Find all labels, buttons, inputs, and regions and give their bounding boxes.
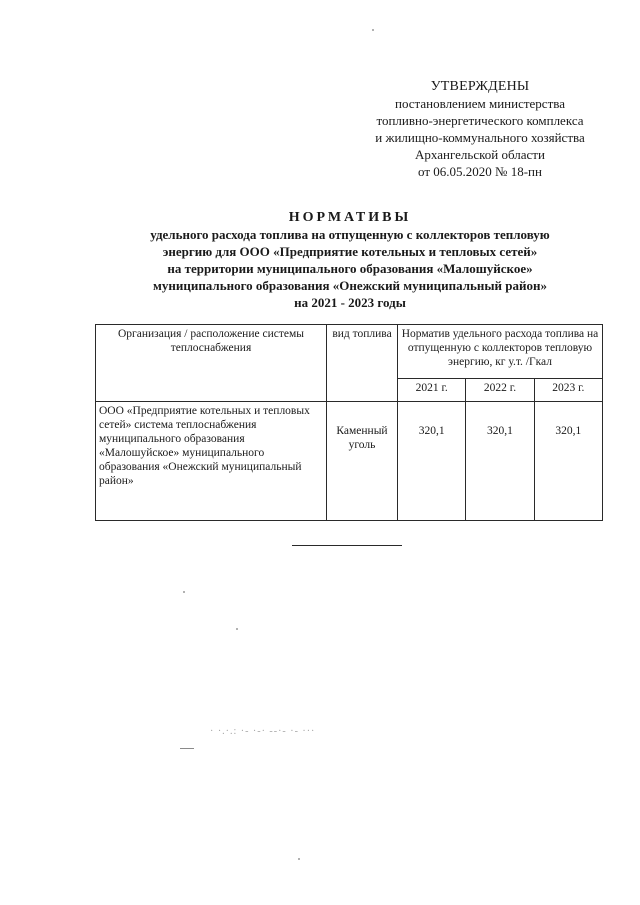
header-year-2021: 2021 г. [398, 379, 466, 402]
title-line-4: муниципального образования «Онежский муниципальный район» [153, 278, 547, 293]
document-title [95, 209, 605, 311]
table-row [96, 402, 603, 521]
title-line-2: энергию для ООО «Предприятие котельных и тепловых сетей» [162, 244, 538, 259]
cell-fuel: Каменный уголь [327, 402, 398, 521]
scan-dash [180, 748, 194, 749]
title-line-1: удельного расхода топлива на отпущенную с коллекторов тепловую [150, 227, 550, 242]
norms-table [95, 324, 603, 521]
closing-rule [292, 545, 402, 546]
header-organization: Организация / расположение системы теплоснабжения [96, 325, 327, 402]
cell-value-2021: 320,1 [398, 402, 466, 521]
title-main: НОРМАТИВЫ [288, 210, 412, 225]
approval-line-1: постановлением министерства [394, 96, 565, 111]
title-line-3: на территории муниципального образования «Малошуйское» [167, 261, 533, 276]
scan-speck [372, 29, 374, 31]
cell-value-2022: 320,1 [466, 402, 534, 521]
scan-speck [298, 858, 300, 860]
approval-line-5: от 06.05.2020 № 18-пн [418, 164, 542, 179]
approval-line-2: топливно-энергетического комплекса [376, 113, 584, 128]
table-header-row [96, 325, 603, 379]
title-line-5: на 2021 - 2023 годы [294, 295, 406, 310]
header-fuel: вид топлива [327, 325, 398, 402]
approval-line-3: и жилищно-коммунального хозяйства [375, 130, 585, 145]
approval-block [345, 78, 615, 180]
cell-organization: ООО «Предприятие котельных и тепловых сетей» система теплоснабжения муниципального образования «Малошуйское» муниципального образования «Онежский муниципальный район» [96, 402, 327, 521]
approval-heading: УТВЕРЖДЕНЫ [430, 79, 530, 94]
scan-speck [183, 591, 185, 593]
header-norm: Норматив удельного расхода топлива на отпущенную с коллекторов тепловую энергию, кг у.т. /Гкал [398, 325, 603, 379]
header-year-2022: 2022 г. [466, 379, 534, 402]
header-year-2023: 2023 г. [534, 379, 602, 402]
scan-smudge: · ·.·.: ·- ·-· --·- ·- ··· [210, 726, 316, 737]
cell-value-2023: 320,1 [534, 402, 602, 521]
scan-speck [236, 628, 238, 630]
approval-line-4: Архангельской области [415, 147, 545, 162]
